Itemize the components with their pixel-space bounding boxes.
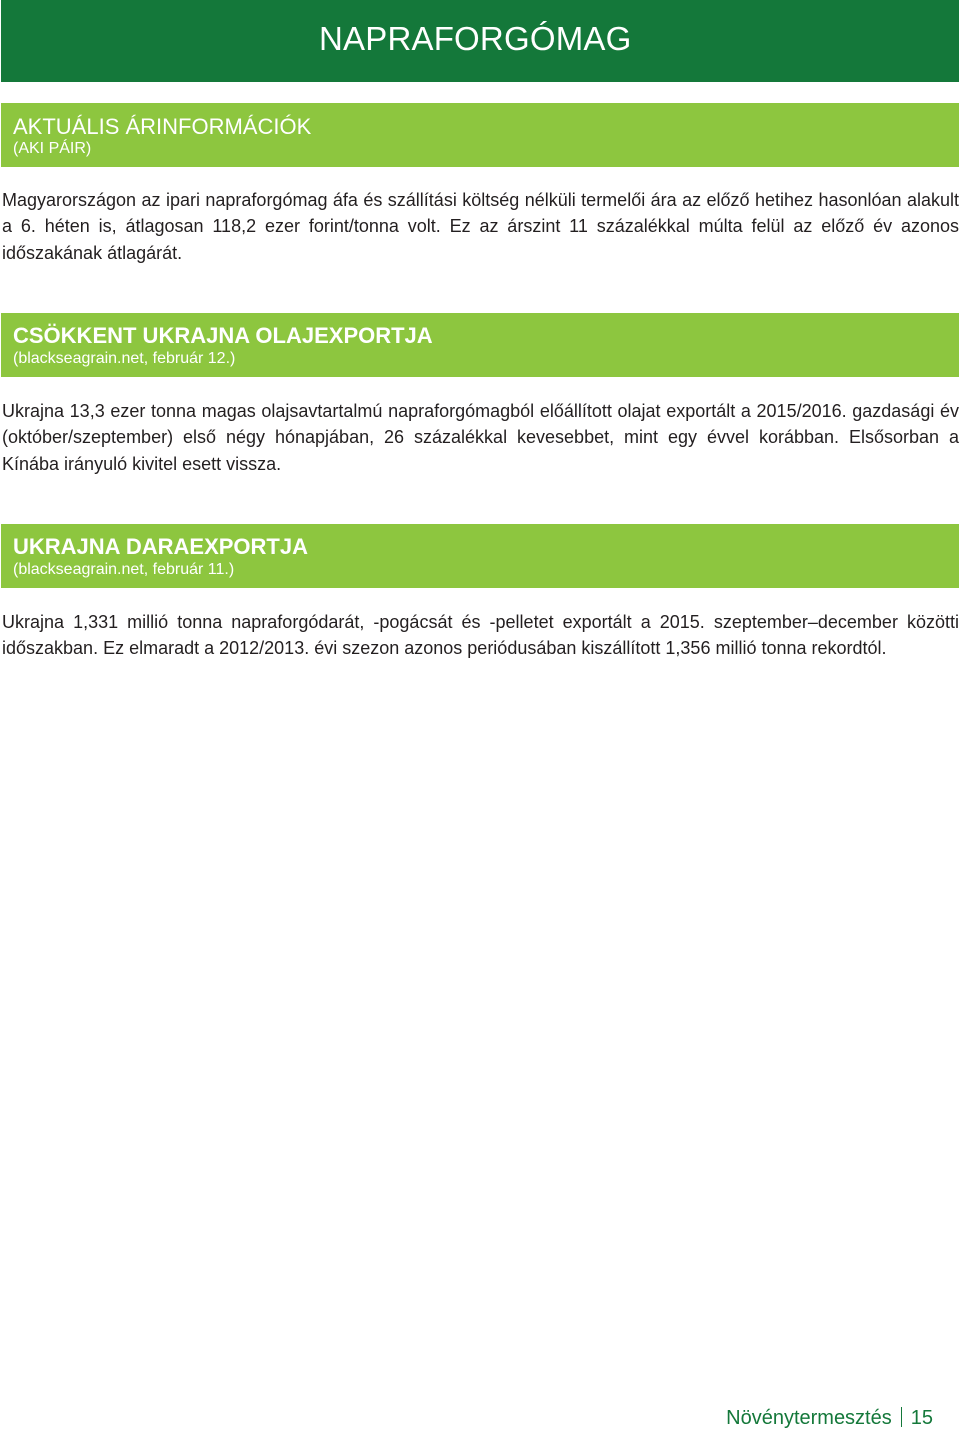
section-heading: UKRAJNA DARAEXPORTJA: [13, 534, 308, 559]
title-bar: [1, 0, 959, 82]
page-title: NAPRAFORGÓMAG: [319, 20, 632, 57]
section-header-meal-export: [1, 524, 959, 588]
section-header-price-info: [1, 103, 959, 167]
page-footer: [726, 1407, 933, 1430]
section-source: (blackseagrain.net, február 12.): [13, 350, 236, 367]
footer-section-name: Növénytermesztés: [726, 1407, 892, 1429]
section-heading: AKTUÁLIS ÁRINFORMÁCIÓK: [13, 114, 312, 139]
section-heading: CSÖKKENT UKRAJNA OLAJEXPORTJA: [13, 323, 433, 348]
page-number: 15: [910, 1407, 933, 1429]
section-body-oil-export: Ukrajna 13,3 ezer tonna magas olajsavtartalmú napraforgómagból előállított olajat exportált a 2015/2016. gazdasági év (október/szeptember) első négy hónapjában, 26 százalékkal kevesebbet, mint egy évvel korábban. Elsősorban a Kínába irányuló kivitel esett vissza.: [2, 401, 959, 474]
footer-divider: [901, 1407, 902, 1427]
section-header-oil-export: [1, 313, 959, 377]
section-body-price-info: Magyarországon az ipari napraforgómag áfa és szállítási költség nélküli termelői ára az előző hetihez hasonlóan alakult a 6. héten is, átlagosan 118,2 ezer forint/tonna volt. Ez az árszint 11 százalékkal múlta felül az előző év azonos időszakának átlagárát.: [2, 190, 959, 263]
section-source: (blackseagrain.net, február 11.): [13, 561, 235, 578]
section-body-meal-export: Ukrajna 1,331 millió tonna napraforgódarát, -pogácsát és -pelletet exportált a 2015. szeptember–december közötti időszakban. Ez elmaradt a 2012/2013. évi szezon azonos periódusában kiszállított 1,356 millió tonna rekordtól.: [2, 612, 959, 659]
section-source: (AKI PÁIR): [13, 140, 92, 157]
